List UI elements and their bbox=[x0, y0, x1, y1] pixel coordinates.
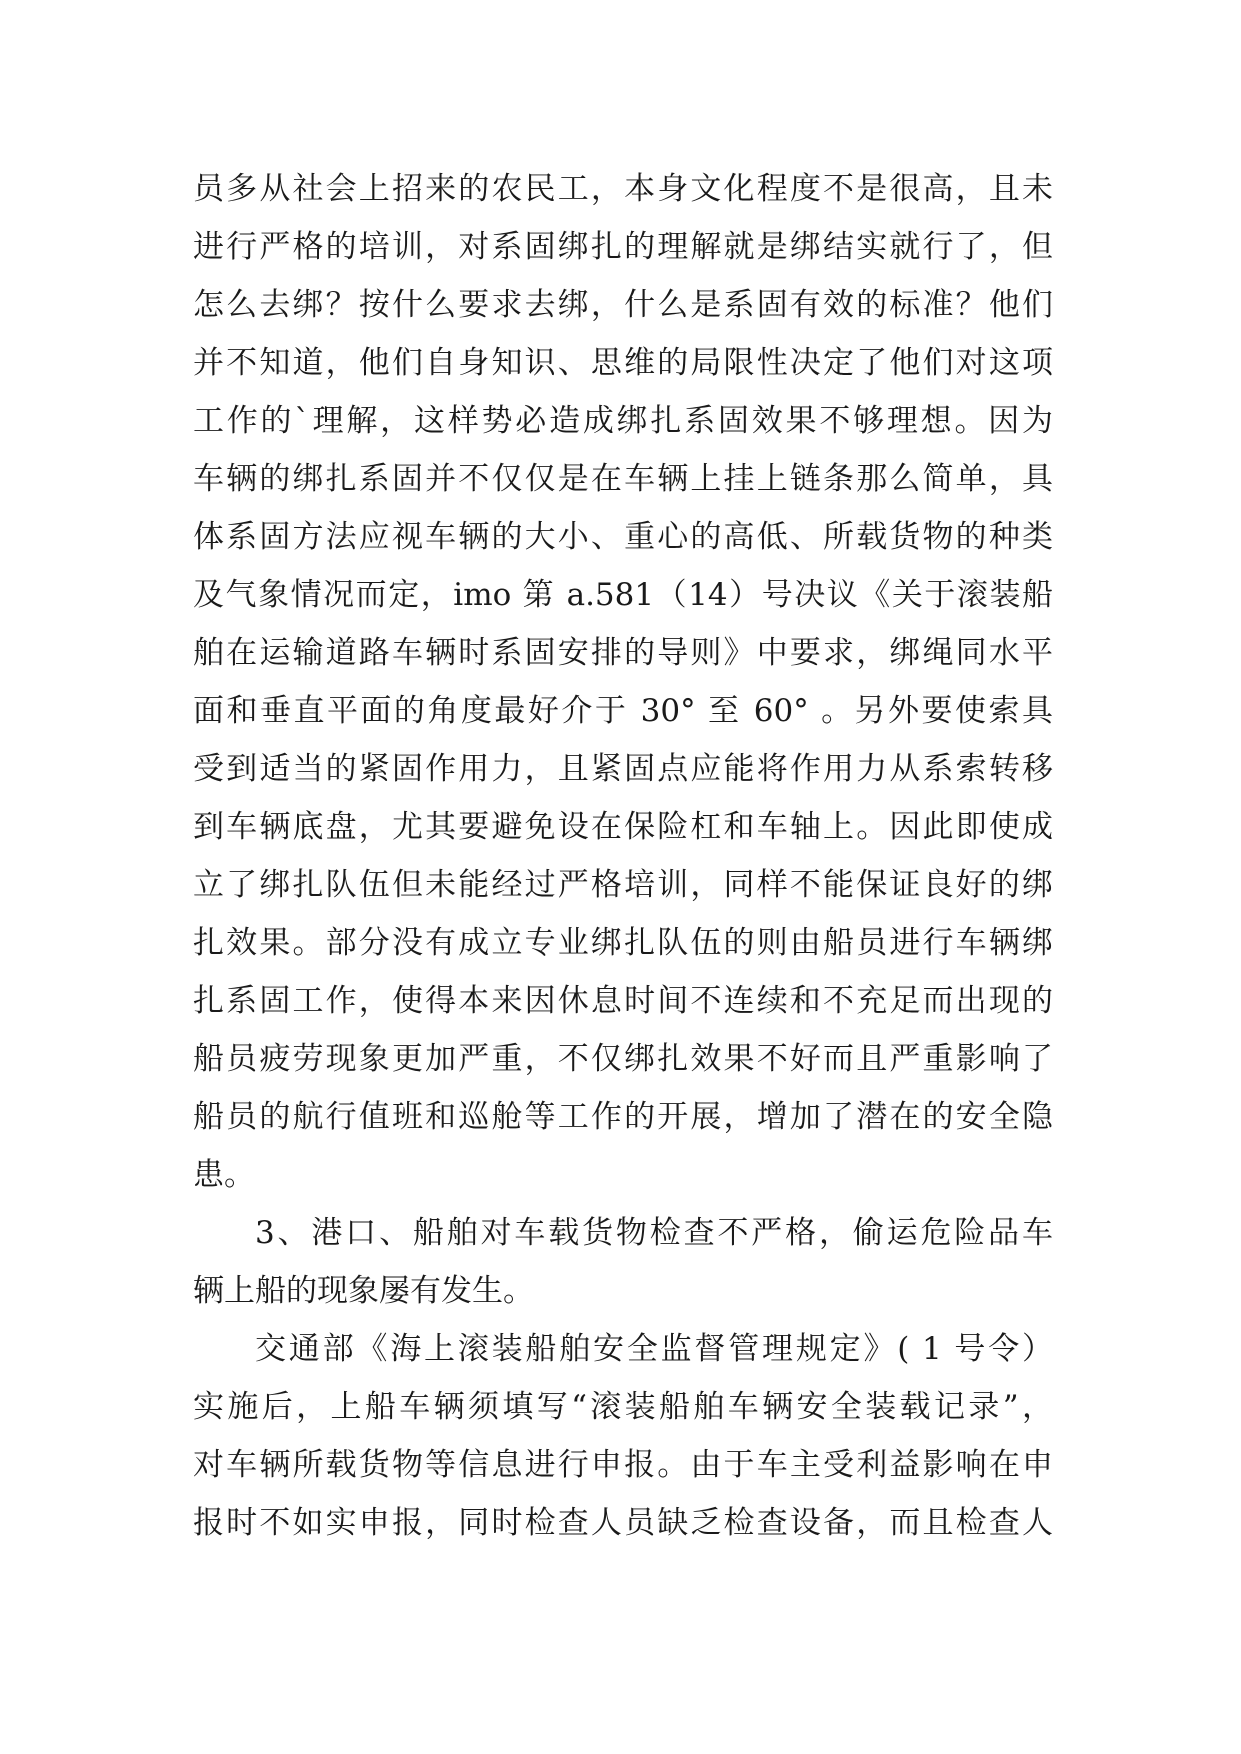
text-line: 扎效果。部分没有成立专业绑扎队伍的则由船员进行车辆绑 bbox=[193, 925, 1053, 961]
text-line: 报时不如实申报，同时检查人员缺乏检查设备，而且检查人 bbox=[193, 1505, 1053, 1541]
text-line: 实施后，上船车辆须填写“滚装船舶车辆安全装载记录”， bbox=[193, 1389, 1053, 1425]
text-line: 车辆的绑扎系固并不仅仅是在车辆上挂上链条那么简单，具 bbox=[193, 461, 1053, 497]
text-line: 到车辆底盘，尤其要避免设在保险杠和车轴上。因此即使成 bbox=[193, 809, 1053, 845]
section-heading-line: 3、港口、船舶对车载货物检查不严格，偷运危险品车 bbox=[255, 1215, 1053, 1251]
text-line: 怎么去绑？按什么要求去绑，什么是系固有效的标准？他们 bbox=[193, 287, 1053, 323]
section-heading-line: 辆上船的现象屡有发生。 bbox=[193, 1273, 534, 1309]
text-line: 对车辆所载货物等信息进行申报。由于车主受利益影响在申 bbox=[193, 1447, 1053, 1483]
text-line: 进行严格的培训，对系固绑扎的理解就是绑结实就行了，但 bbox=[193, 229, 1053, 265]
text-line: 立了绑扎队伍但未能经过严格培训，同样不能保证良好的绑 bbox=[193, 867, 1053, 903]
text-line: 并不知道，他们自身知识、思维的局限性决定了他们对这项 bbox=[193, 345, 1053, 381]
text-line: 舶在运输道路车辆时系固安排的导则》中要求，绑绳同水平 bbox=[193, 635, 1053, 671]
text-line: 及气象情况而定，imo 第 a.581（14）号决议《关于滚装船 bbox=[193, 577, 1053, 613]
text-line: 员多从社会上招来的农民工，本身文化程度不是很高，且未 bbox=[193, 171, 1053, 207]
text-line: 患。 bbox=[193, 1157, 255, 1193]
text-line: 受到适当的紧固作用力，且紧固点应能将作用力从系索转移 bbox=[193, 751, 1053, 787]
text-line: 船员的航行值班和巡舱等工作的开展，增加了潜在的安全隐 bbox=[193, 1099, 1053, 1135]
body-text bbox=[193, 160, 1053, 1552]
text-line: 面和垂直平面的角度最好介于 30° 至 60° 。另外要使索具 bbox=[193, 693, 1053, 729]
text-line: 扎系固工作，使得本来因休息时间不连续和不充足而出现的 bbox=[193, 983, 1053, 1019]
text-line: 体系固方法应视车辆的大小、重心的高低、所载货物的种类 bbox=[193, 519, 1053, 555]
text-line: 船员疲劳现象更加严重，不仅绑扎效果不好而且严重影响了 bbox=[193, 1041, 1053, 1077]
text-line: 工作的`理解，这样势必造成绑扎系固效果不够理想。因为 bbox=[193, 403, 1053, 439]
text-line: 交通部《海上滚装船舶安全监督管理规定》( 1 号令） bbox=[255, 1331, 1053, 1367]
